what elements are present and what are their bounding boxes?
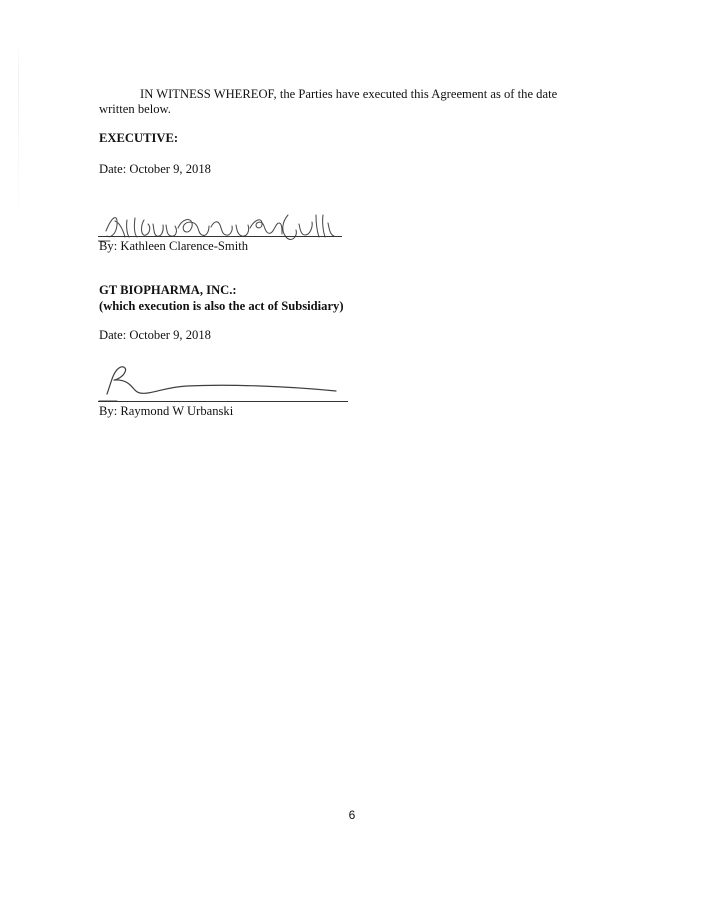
company-signature-line bbox=[98, 401, 348, 402]
executive-date: Date: October 9, 2018 bbox=[99, 162, 211, 176]
company-date: Date: October 9, 2018 bbox=[99, 328, 211, 342]
executive-signature-line bbox=[98, 236, 342, 237]
executive-signer-name: By: Kathleen Clarence-Smith bbox=[99, 239, 248, 253]
company-heading: GT BIOPHARMA, INC.: bbox=[99, 283, 237, 297]
company-signer-name: By: Raymond W Urbanski bbox=[99, 404, 234, 418]
company-subheading: (which execution is also the act of Subsidiary) bbox=[99, 299, 344, 313]
witness-clause-line-2: written below. bbox=[99, 102, 171, 116]
page-number: 6 bbox=[348, 808, 356, 822]
executive-heading: EXECUTIVE: bbox=[99, 131, 179, 145]
company-signature bbox=[98, 362, 353, 404]
witness-clause-line-1: IN WITNESS WHEREOF, the Parties have executed this Agreement as of the date bbox=[140, 87, 558, 101]
scan-edge-artifact bbox=[18, 40, 19, 230]
